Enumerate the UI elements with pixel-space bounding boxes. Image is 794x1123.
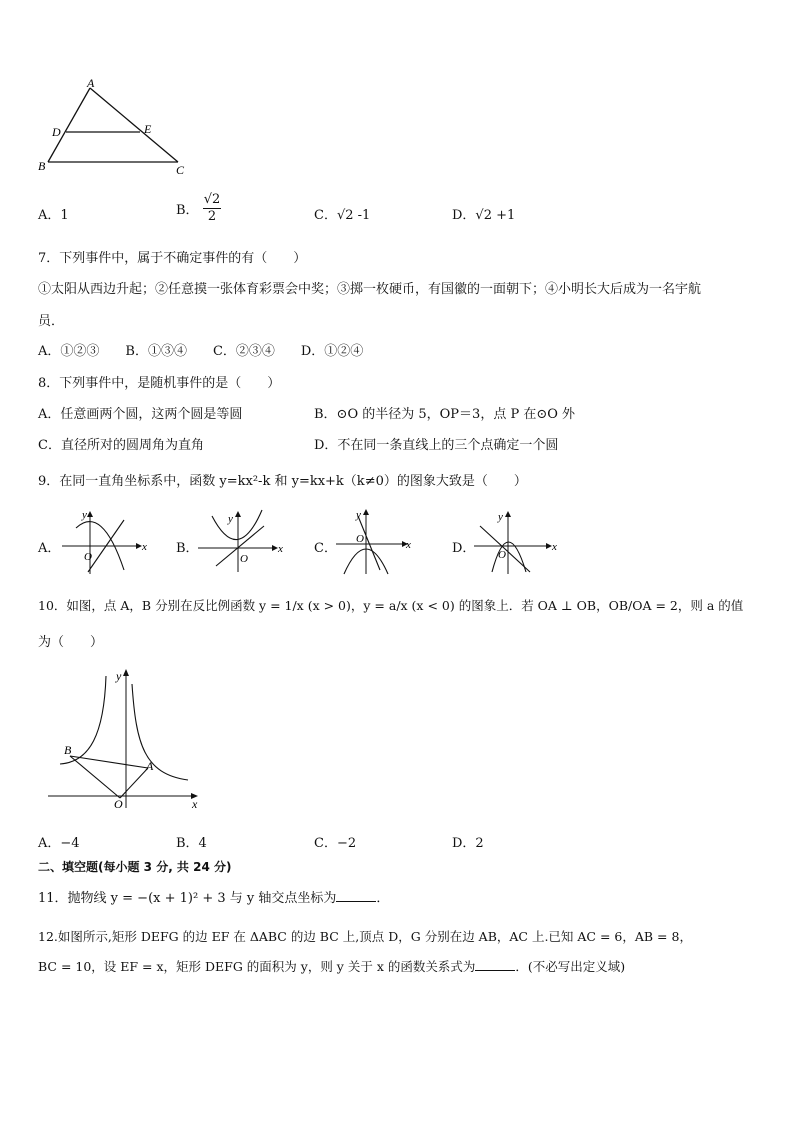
q10-fig-B: B: [64, 743, 72, 757]
q9-a-o: O: [84, 551, 92, 563]
q7-line2: 员．: [38, 314, 65, 329]
q8-option-a: A．任意画两个圆，这两个圆是等圆: [38, 407, 243, 422]
q6-option-a: A．1: [38, 208, 69, 223]
q10-fig-x: x: [192, 797, 198, 811]
q7-options: A．①②③ B．①③④ C．②③④ D．①②④: [38, 344, 364, 359]
q12-line2: [38, 958, 625, 976]
label-E: E: [144, 122, 152, 136]
q9-label-a: A．: [38, 541, 61, 556]
q9-c-x: x: [406, 539, 411, 551]
q10-option-c: C．−2: [314, 836, 357, 851]
q9-b-y: y: [228, 513, 233, 525]
q6-option-b-prefix: B．: [176, 203, 199, 218]
q12-blank[interactable]: [475, 958, 515, 971]
q9-c-y: y: [356, 509, 361, 521]
section-fill-in-title: 二、填空题(每小题 3 分, 共 24 分): [38, 860, 232, 874]
q6-option-d: D．√2 +1: [452, 208, 516, 223]
q12-line2-b: ．(不必写出定义域): [515, 959, 626, 974]
label-A: A: [87, 76, 95, 90]
triangle-figure: [34, 76, 194, 180]
q9-label-d: D．: [452, 541, 476, 556]
q11-blank[interactable]: [336, 889, 376, 902]
q9-stem: 9．在同一直角坐标系中，函数 y=kx²-k 和 y=kx+k（k≠0）的图象大致是（ ）: [38, 474, 527, 489]
q11: [38, 889, 389, 908]
q9-c-o: O: [356, 533, 364, 545]
q9-d-x: x: [552, 541, 557, 553]
label-C: C: [176, 163, 185, 177]
q9-label-b: B．: [176, 541, 199, 556]
q9-a-y: y: [82, 509, 87, 521]
q10-option-b: B．4: [176, 836, 207, 851]
q9-graph-b: [198, 506, 288, 576]
q10-fig-y: y: [116, 669, 122, 683]
q8-option-d: D．不在同一条直线上的三个点确定一个圆: [314, 438, 559, 453]
q9-a-x: x: [142, 541, 147, 553]
q7-stem: 7．下列事件中，属于不确定事件的有（ ）: [38, 251, 307, 266]
q9-label-c: C．: [314, 541, 337, 556]
q10-stem-a: 10．如图，点 A，B 分别在反比例函数 y = 1/x (x > 0)，y = a/x (x < 0) 的图象上．若 OA ⊥ OB，OB/OA = 2，则 a 的值: [38, 598, 744, 613]
q6-option-b-den: 2: [207, 209, 217, 224]
q11-text-b: ．: [376, 891, 390, 906]
q10-option-d: D．2: [452, 836, 484, 851]
q6-option-c: C．√2 -1: [314, 208, 371, 223]
q8-option-b: B．⊙O 的半径为 5，OP＝3，点 P 在⊙O 外: [314, 407, 576, 422]
q8-stem: 8．下列事件中，是随机事件的是（ ）: [38, 376, 281, 391]
q9-graph-d: [474, 506, 564, 576]
q10-option-a: A．−4: [38, 836, 80, 851]
q11-text-a: 11．抛物线 y = −(x + 1)² + 3 与 y 轴交点坐标为: [38, 891, 337, 906]
q6-option-b-num: √2: [203, 192, 221, 207]
q12-line2-a: BC = 10，设 EF = x，矩形 DEFG 的面积为 y，则 y 关于 x 的函数关系式为: [38, 959, 476, 974]
q9-b-x: x: [278, 543, 283, 555]
q12-line1: 12.如图所示,矩形 DEFG 的边 EF 在 ΔABC 的边 BC 上,顶点 D，G 分别在边 AB，AC 上.已知 AC = 6，AB = 8，: [38, 929, 692, 944]
q9-b-o: O: [240, 553, 248, 565]
q9-d-y: y: [498, 511, 503, 523]
q9-d-o: O: [498, 549, 506, 561]
q9-graph-a: [62, 506, 148, 576]
label-B: B: [38, 159, 46, 173]
q10-stem-b: 为（ ）: [38, 635, 104, 650]
q10-fig-O: O: [114, 797, 123, 811]
q9-graph-c: [336, 504, 416, 576]
q8-option-c: C．直径所对的圆周角为直角: [38, 438, 204, 453]
q10-fig-A: A: [146, 759, 154, 773]
q7-line1: ①太阳从西边升起；②任意摸一张体育彩票会中奖；③掷一枚硬币，有国徽的一面朝下；④小明长大后成为一名宇航: [38, 282, 702, 297]
label-D: D: [52, 125, 61, 139]
q6-option-b: [176, 192, 221, 225]
q10-figure: [44, 664, 214, 812]
